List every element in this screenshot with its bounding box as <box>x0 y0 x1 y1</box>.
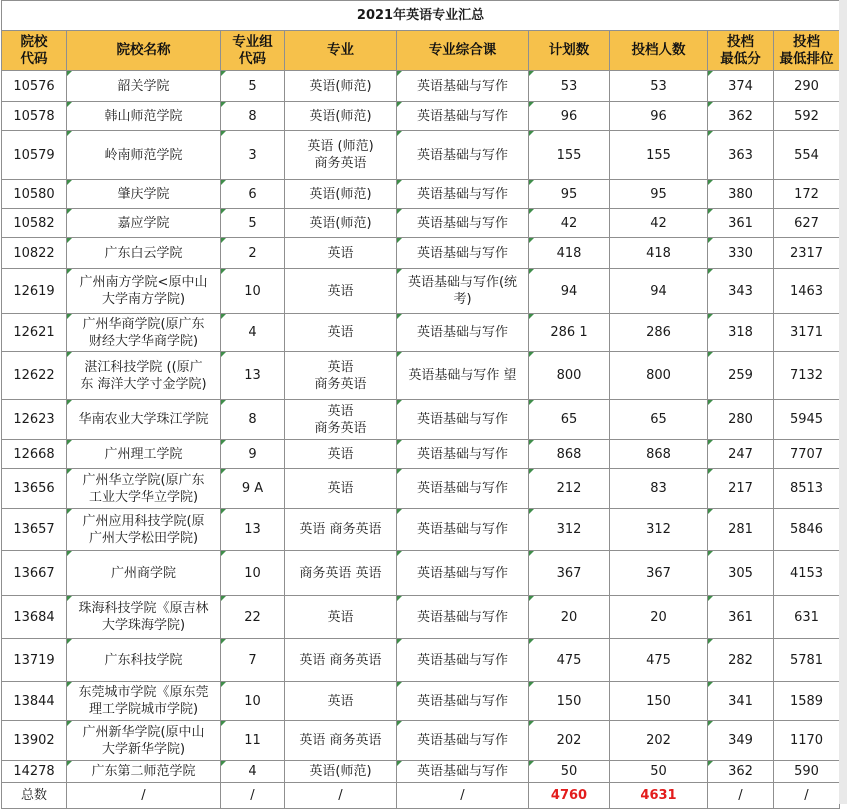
cell-plan[interactable]: 150 <box>529 682 610 721</box>
cell-text: 英语基础与写作 <box>416 108 508 124</box>
cell-group-code[interactable]: 9 A <box>221 469 285 509</box>
cell-major[interactable] <box>285 682 397 721</box>
cell-school-code[interactable]: 14278 <box>2 761 67 783</box>
cell-text: 东莞城市学院《原东莞 <box>78 685 209 700</box>
cell-school-name[interactable] <box>67 596 221 639</box>
cell-text: 英语基础与写作 望 <box>408 368 517 383</box>
cell-text: 英语基础与写作 <box>416 565 508 581</box>
cell-major[interactable] <box>285 131 397 180</box>
english-majors-table <box>1 0 840 809</box>
header-min-score[interactable] <box>708 31 774 71</box>
cell-school-name[interactable] <box>67 761 221 783</box>
table-row <box>2 469 840 509</box>
cell-group-code[interactable]: 8 <box>221 102 285 131</box>
cell-course[interactable] <box>397 238 529 269</box>
table-row <box>2 761 840 783</box>
cell-plan[interactable]: 96 <box>529 102 610 131</box>
cell-major[interactable] <box>285 102 397 131</box>
cell-group-code[interactable]: 6 <box>221 180 285 209</box>
cell-total-name[interactable]: / <box>67 783 221 809</box>
header-enrolled[interactable] <box>610 31 708 71</box>
cell-enrolled[interactable]: 96 <box>610 102 708 131</box>
cell-min-rank[interactable]: 290 <box>774 71 840 102</box>
table-row <box>2 440 840 469</box>
cell-group-code[interactable]: 3 <box>221 131 285 180</box>
cell-major[interactable] <box>285 209 397 238</box>
table-row <box>2 269 840 314</box>
cell-text: 英语基础与写作 <box>416 186 508 202</box>
cell-school-code[interactable]: 13844 <box>2 682 67 721</box>
cell-enrolled[interactable]: 50 <box>610 761 708 783</box>
cell-min-rank[interactable]: 554 <box>774 131 840 180</box>
cell-major[interactable] <box>285 400 397 440</box>
cell-text: 英语 <box>327 245 354 261</box>
table-row <box>2 131 840 180</box>
cell-text: 英语基础与写作 <box>416 609 508 625</box>
cell-enrolled[interactable]: 202 <box>610 721 708 761</box>
cell-major[interactable] <box>285 314 397 352</box>
cell-enrolled[interactable]: 65 <box>610 400 708 440</box>
cell-min-rank[interactable]: 631 <box>774 596 840 639</box>
cell-text: 英语 <box>327 325 354 340</box>
cell-enrolled[interactable]: 83 <box>610 469 708 509</box>
cell-school-name[interactable] <box>67 352 221 400</box>
cell-plan[interactable]: 65 <box>529 400 610 440</box>
cell-major[interactable] <box>285 440 397 469</box>
cell-course[interactable] <box>397 102 529 131</box>
cell-school-name[interactable] <box>67 400 221 440</box>
header-text: 最低排位 <box>779 50 834 67</box>
cell-text: 英语基础与写作 <box>416 215 508 231</box>
header-text: 最低分 <box>720 50 761 67</box>
cell-min-rank[interactable]: 5781 <box>774 639 840 682</box>
cell-course[interactable] <box>397 469 529 509</box>
cell-course[interactable] <box>397 131 529 180</box>
cell-school-code[interactable]: 10580 <box>2 180 67 209</box>
cell-school-name[interactable] <box>67 551 221 596</box>
cell-course[interactable] <box>397 761 529 783</box>
cell-major[interactable] <box>285 269 397 314</box>
header-text: 院校名称 <box>116 42 171 58</box>
cell-course[interactable] <box>397 209 529 238</box>
cell-plan[interactable]: 475 <box>529 639 610 682</box>
table-row <box>2 639 840 682</box>
cell-text: 英语基础与写作 <box>416 693 508 709</box>
cell-group-code[interactable]: 11 <box>221 721 285 761</box>
cell-school-name[interactable] <box>67 238 221 269</box>
cell-text: 英语(师范) <box>309 186 372 202</box>
table-row <box>2 209 840 238</box>
cell-school-code[interactable]: 13667 <box>2 551 67 596</box>
cell-school-code[interactable]: 10578 <box>2 102 67 131</box>
cell-school-code[interactable]: 13719 <box>2 639 67 682</box>
cell-major[interactable] <box>285 352 397 400</box>
cell-course[interactable] <box>397 180 529 209</box>
cell-text: 英语 <box>327 446 354 462</box>
cell-min-score[interactable]: 362 <box>708 761 774 783</box>
cell-min-score[interactable]: 330 <box>708 238 774 269</box>
cell-text: 英语 <box>327 609 354 625</box>
cell-text: 商务英语 <box>314 420 367 436</box>
header-row <box>2 31 840 71</box>
cell-group-code[interactable]: 7 <box>221 639 285 682</box>
cell-school-code[interactable]: 13657 <box>2 509 67 551</box>
table-row <box>2 314 840 352</box>
cell-min-rank[interactable]: 1589 <box>774 682 840 721</box>
table-row <box>2 596 840 639</box>
cell-text: 英语基础与写作 <box>416 764 508 779</box>
cell-school-code[interactable]: 12623 <box>2 400 67 440</box>
cell-text: 嘉应学院 <box>117 215 170 231</box>
cell-text: 岭南师范学院 <box>104 147 183 163</box>
cell-school-name[interactable] <box>67 180 221 209</box>
cell-text: 英语 <box>327 403 354 419</box>
cell-school-name[interactable] <box>67 682 221 721</box>
cell-enrolled[interactable]: 94 <box>610 269 708 314</box>
cell-text: 英语基础与写作 <box>416 522 508 537</box>
cell-min-score[interactable]: 217 <box>708 469 774 509</box>
cell-enrolled[interactable]: 155 <box>610 131 708 180</box>
cell-major[interactable] <box>285 509 397 551</box>
cell-course[interactable] <box>397 721 529 761</box>
table-row <box>2 238 840 269</box>
cell-total-label[interactable]: 总数 <box>2 783 67 809</box>
header-plan[interactable] <box>529 31 610 71</box>
cell-text: 英语 <box>327 283 354 299</box>
cell-school-name[interactable] <box>67 209 221 238</box>
cell-text: 大学新华学院) <box>101 741 186 757</box>
cell-min-rank[interactable]: 2317 <box>774 238 840 269</box>
cell-plan[interactable]: 42 <box>529 209 610 238</box>
cell-min-rank[interactable]: 627 <box>774 209 840 238</box>
window-edge <box>839 0 847 804</box>
cell-plan[interactable]: 286 1 <box>529 314 610 352</box>
cell-min-score[interactable]: 361 <box>708 209 774 238</box>
cell-school-code[interactable]: 13656 <box>2 469 67 509</box>
cell-min-score[interactable]: 363 <box>708 131 774 180</box>
cell-text: 商务英语 <box>314 156 367 171</box>
cell-plan[interactable]: 50 <box>529 761 610 783</box>
cell-major[interactable] <box>285 469 397 509</box>
cell-enrolled[interactable]: 53 <box>610 71 708 102</box>
cell-text: 广州商学院 <box>110 565 176 581</box>
cell-school-code[interactable]: 13902 <box>2 721 67 761</box>
table-row <box>2 352 840 400</box>
cell-min-score[interactable]: 341 <box>708 682 774 721</box>
cell-enrolled[interactable]: 868 <box>610 440 708 469</box>
cell-enrolled[interactable]: 20 <box>610 596 708 639</box>
cell-text: 英语(师范) <box>309 108 372 124</box>
cell-text: 广州新华学院(原中山 <box>82 724 205 740</box>
cell-text: 广州应用科技学院(原 <box>82 513 205 529</box>
header-text: 计划数 <box>548 42 590 58</box>
header-text: 投档 <box>727 33 754 50</box>
cell-text: 英语 商务英语 <box>299 652 382 668</box>
cell-text: 华南农业大学珠江学院 <box>78 412 209 427</box>
cell-text: 英语基础与写作 <box>416 325 508 340</box>
cell-plan[interactable]: 800 <box>529 352 610 400</box>
cell-group-code[interactable]: 10 <box>221 551 285 596</box>
cell-min-score[interactable]: 282 <box>708 639 774 682</box>
cell-text: 英语 <box>327 481 354 496</box>
cell-text: 英语(师范) <box>309 764 372 779</box>
cell-school-name[interactable] <box>67 131 221 180</box>
cell-school-name[interactable] <box>67 469 221 509</box>
cell-plan[interactable]: 95 <box>529 180 610 209</box>
cell-major[interactable] <box>285 596 397 639</box>
cell-major[interactable] <box>285 71 397 102</box>
cell-school-name[interactable] <box>67 721 221 761</box>
cell-min-rank[interactable]: 5846 <box>774 509 840 551</box>
cell-min-rank[interactable]: 592 <box>774 102 840 131</box>
cell-text: 肇庆学院 <box>117 186 170 202</box>
cell-course[interactable] <box>397 71 529 102</box>
cell-school-code[interactable]: 10822 <box>2 238 67 269</box>
header-school-name[interactable] <box>67 31 221 71</box>
cell-school-code[interactable]: 13684 <box>2 596 67 639</box>
cell-plan[interactable]: 20 <box>529 596 610 639</box>
cell-total-plan[interactable]: 4760 <box>529 783 610 809</box>
cell-group-code[interactable]: 5 <box>221 209 285 238</box>
cell-min-score[interactable]: 305 <box>708 551 774 596</box>
cell-school-code[interactable]: 12619 <box>2 269 67 314</box>
cell-enrolled[interactable]: 286 <box>610 314 708 352</box>
cell-text: 财经大学华商学院) <box>88 333 199 349</box>
header-school-code[interactable] <box>2 31 67 71</box>
header-text: 代码 <box>239 50 266 67</box>
cell-min-rank[interactable]: 172 <box>774 180 840 209</box>
cell-major[interactable] <box>285 180 397 209</box>
cell-text: 英语基础与写作 <box>416 78 508 94</box>
cell-group-code[interactable]: 10 <box>221 682 285 721</box>
cell-text: 英语基础与写作 <box>416 733 508 748</box>
cell-group-code[interactable]: 22 <box>221 596 285 639</box>
cell-total-min-score[interactable]: / <box>708 783 774 809</box>
cell-text: 韶关学院 <box>117 78 170 94</box>
cell-total-group[interactable]: / <box>221 783 285 809</box>
cell-group-code[interactable]: 13 <box>221 509 285 551</box>
cell-text: 理工学院城市学院) <box>88 702 199 717</box>
table-row <box>2 682 840 721</box>
cell-text: 珠海科技学院《原吉林 <box>78 601 209 616</box>
cell-text: 东 海洋大学寸金学院) <box>80 376 207 392</box>
cell-min-score[interactable]: 318 <box>708 314 774 352</box>
cell-text: 广东白云学院 <box>104 245 183 261</box>
cell-enrolled[interactable]: 42 <box>610 209 708 238</box>
cell-school-code[interactable]: 10576 <box>2 71 67 102</box>
cell-text: 广州理工学院 <box>104 446 183 462</box>
cell-plan[interactable]: 367 <box>529 551 610 596</box>
cell-course[interactable] <box>397 551 529 596</box>
cell-text: 英语基础与写作 <box>416 446 508 462</box>
cell-text: 英语 <box>327 359 354 375</box>
cell-min-rank[interactable]: 1170 <box>774 721 840 761</box>
cell-school-name[interactable] <box>67 509 221 551</box>
cell-course[interactable] <box>397 639 529 682</box>
cell-text: 广州华商学院(原广东 <box>82 316 205 332</box>
cell-course[interactable] <box>397 400 529 440</box>
header-course[interactable] <box>397 31 529 71</box>
cell-plan[interactable]: 868 <box>529 440 610 469</box>
header-group-code[interactable] <box>221 31 285 71</box>
table-row <box>2 551 840 596</box>
cell-text: 工业大学华立学院) <box>88 489 199 505</box>
cell-min-rank[interactable]: 3171 <box>774 314 840 352</box>
header-text: 投档 <box>793 33 820 50</box>
cell-major[interactable] <box>285 551 397 596</box>
cell-min-score[interactable]: 343 <box>708 269 774 314</box>
cell-course[interactable] <box>397 596 529 639</box>
cell-plan[interactable]: 212 <box>529 469 610 509</box>
cell-school-code[interactable]: 10579 <box>2 131 67 180</box>
cell-text: 英语基础与写作 <box>416 412 508 427</box>
cell-text: 商务英语 <box>314 376 367 392</box>
cell-school-name[interactable] <box>67 440 221 469</box>
cell-course[interactable] <box>397 509 529 551</box>
cell-group-code[interactable]: 9 <box>221 440 285 469</box>
cell-school-name[interactable] <box>67 314 221 352</box>
cell-group-code[interactable]: 5 <box>221 71 285 102</box>
cell-min-score[interactable]: 380 <box>708 180 774 209</box>
cell-text: 广州南方学院<原中山 <box>79 275 208 290</box>
cell-min-score[interactable]: 281 <box>708 509 774 551</box>
cell-min-rank[interactable]: 5945 <box>774 400 840 440</box>
cell-text: 英语 (师范) <box>307 139 374 154</box>
cell-plan[interactable]: 53 <box>529 71 610 102</box>
cell-plan[interactable]: 202 <box>529 721 610 761</box>
cell-major[interactable] <box>285 761 397 783</box>
cell-total-course[interactable]: / <box>397 783 529 809</box>
cell-min-score[interactable]: 361 <box>708 596 774 639</box>
cell-enrolled[interactable]: 150 <box>610 682 708 721</box>
cell-text: 考) <box>453 292 472 307</box>
cell-text: 韩山师范学院 <box>104 108 183 124</box>
cell-plan[interactable]: 94 <box>529 269 610 314</box>
cell-text: 英语基础与写作 <box>416 652 508 668</box>
cell-text: 商务英语 英语 <box>299 565 382 581</box>
header-major[interactable] <box>285 31 397 71</box>
table-row <box>2 180 840 209</box>
cell-course[interactable] <box>397 440 529 469</box>
total-row <box>2 783 840 809</box>
cell-text: 英语 商务英语 <box>299 522 382 537</box>
cell-total-min-rank[interactable]: / <box>774 783 840 809</box>
cell-text: 大学珠海学院) <box>101 618 186 633</box>
cell-group-code[interactable]: 4 <box>221 314 285 352</box>
cell-total-enrolled[interactable]: 4631 <box>610 783 708 809</box>
cell-plan[interactable]: 312 <box>529 509 610 551</box>
header-text: 专业组 <box>232 33 273 50</box>
cell-enrolled[interactable]: 800 <box>610 352 708 400</box>
cell-enrolled[interactable]: 312 <box>610 509 708 551</box>
cell-course[interactable] <box>397 352 529 400</box>
table-row <box>2 509 840 551</box>
cell-group-code[interactable]: 13 <box>221 352 285 400</box>
cell-school-name[interactable] <box>67 102 221 131</box>
cell-text: 英语 商务英语 <box>299 733 382 748</box>
cell-total-major[interactable]: / <box>285 783 397 809</box>
cell-enrolled[interactable]: 475 <box>610 639 708 682</box>
cell-course[interactable] <box>397 314 529 352</box>
cell-min-rank[interactable]: 590 <box>774 761 840 783</box>
cell-text: 英语基础与写作 <box>416 245 508 261</box>
cell-group-code[interactable]: 10 <box>221 269 285 314</box>
cell-text: 广东科技学院 <box>104 652 183 668</box>
cell-school-name[interactable] <box>67 71 221 102</box>
cell-group-code[interactable]: 4 <box>221 761 285 783</box>
cell-group-code[interactable]: 8 <box>221 400 285 440</box>
cell-text: 英语 <box>327 693 354 709</box>
cell-text: 广州大学松田学院) <box>88 530 199 546</box>
cell-school-code[interactable]: 12622 <box>2 352 67 400</box>
cell-min-score[interactable]: 362 <box>708 102 774 131</box>
cell-min-rank[interactable]: 7132 <box>774 352 840 400</box>
header-text: 代码 <box>20 50 48 67</box>
cell-course[interactable] <box>397 682 529 721</box>
cell-enrolled[interactable]: 95 <box>610 180 708 209</box>
cell-text: 湛江科技学院 ((原广 <box>84 359 203 375</box>
cell-min-score[interactable]: 259 <box>708 352 774 400</box>
cell-school-code[interactable]: 10582 <box>2 209 67 238</box>
cell-group-code[interactable]: 2 <box>221 238 285 269</box>
cell-enrolled[interactable]: 418 <box>610 238 708 269</box>
cell-min-score[interactable]: 374 <box>708 71 774 102</box>
cell-text: 英语基础与写作 <box>416 481 508 496</box>
cell-course[interactable] <box>397 269 529 314</box>
cell-min-score[interactable]: 349 <box>708 721 774 761</box>
cell-school-code[interactable]: 12621 <box>2 314 67 352</box>
cell-school-code[interactable]: 12668 <box>2 440 67 469</box>
header-text: 投档人数 <box>631 42 686 58</box>
cell-plan[interactable]: 418 <box>529 238 610 269</box>
cell-text: 英语基础与写作 <box>416 147 508 163</box>
cell-major[interactable] <box>285 639 397 682</box>
header-text: 专业 <box>327 42 354 58</box>
table-row <box>2 400 840 440</box>
table-title[interactable]: 2021年英语专业汇总 <box>2 1 840 31</box>
cell-text: 英语(师范) <box>309 215 372 231</box>
cell-min-rank[interactable]: 1463 <box>774 269 840 314</box>
cell-min-rank[interactable]: 8513 <box>774 469 840 509</box>
cell-min-rank[interactable]: 7707 <box>774 440 840 469</box>
cell-major[interactable] <box>285 721 397 761</box>
cell-enrolled[interactable]: 367 <box>610 551 708 596</box>
cell-text: 广州华立学院(原广东 <box>82 472 205 488</box>
cell-text: 英语(师范) <box>309 78 372 94</box>
cell-min-rank[interactable]: 4153 <box>774 551 840 596</box>
header-min-rank[interactable] <box>774 31 840 71</box>
cell-min-score[interactable]: 280 <box>708 400 774 440</box>
table-row <box>2 102 840 131</box>
header-text: 专业综合课 <box>428 42 497 58</box>
table-row <box>2 721 840 761</box>
cell-school-name[interactable] <box>67 639 221 682</box>
table-row <box>2 71 840 102</box>
cell-plan[interactable]: 155 <box>529 131 610 180</box>
cell-major[interactable] <box>285 238 397 269</box>
cell-text: 大学南方学院) <box>101 292 186 307</box>
cell-school-name[interactable] <box>67 269 221 314</box>
header-text: 院校 <box>20 33 48 50</box>
cell-text: 英语基础与写作(统 <box>407 275 518 290</box>
title-row <box>2 1 840 31</box>
cell-text: 广东第二师范学院 <box>91 764 196 779</box>
cell-min-score[interactable]: 247 <box>708 440 774 469</box>
